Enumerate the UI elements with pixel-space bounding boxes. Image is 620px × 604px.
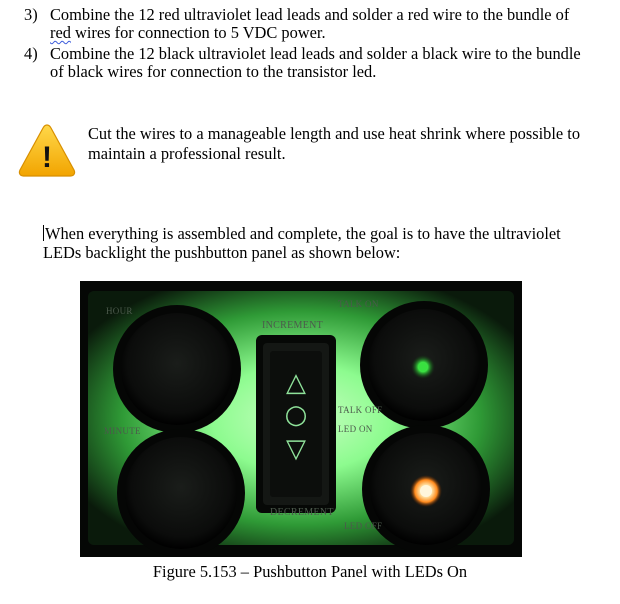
step-text	[50, 45, 620, 81]
intro-paragraph	[43, 224, 613, 262]
figure-caption: Figure 5.153 – Pushbutton Panel with LEDs On	[152, 562, 468, 581]
step-line: Combine the 12 black ultraviolet lead leads and solder a black wire to the bundle	[50, 44, 581, 63]
warning-glyph: !	[42, 141, 52, 174]
label-led-off: LED OFF	[344, 521, 383, 531]
label-decrement: DECREMENT	[270, 507, 334, 518]
warning-line: maintain a professional result.	[88, 144, 286, 163]
paragraph-line	[43, 224, 613, 243]
label-hour: HOUR	[106, 306, 133, 316]
step-line: of black wires for connection to the transistor led.	[50, 62, 377, 81]
step-number: 4)	[24, 44, 38, 63]
warning-triangle-icon	[17, 122, 77, 178]
step-line	[50, 24, 620, 42]
hour-button	[121, 313, 233, 425]
step-number: 3)	[24, 5, 38, 24]
label-led-on: LED ON	[338, 424, 373, 434]
label-talk-off: TALK OFF	[338, 405, 383, 415]
warning-text	[88, 124, 618, 164]
step-line: Combine the 12 red ultraviolet lead leads and solder a red wire to the bundle of	[50, 5, 570, 24]
paragraph-line: LEDs backlight the pushbutton panel as shown below:	[43, 243, 401, 262]
spellcheck-word: red	[50, 23, 71, 42]
warning-line: Cut the wires to a manageable length and use heat shrink where possible to	[88, 124, 581, 143]
panel-photo	[80, 281, 522, 557]
text-cursor	[43, 225, 44, 241]
rocker-up-symbol: △	[286, 368, 306, 398]
rocker-middle-symbol: ○	[284, 400, 308, 430]
step-text	[50, 6, 620, 42]
step-line-rest: wires for connection to 5 VDC power.	[70, 23, 326, 42]
paragraph-line-text: When everything is assembled and complete, the goal is to have the ultraviolet	[45, 224, 561, 243]
label-increment: INCREMENT	[262, 320, 324, 331]
rocker-down-symbol: ▽	[286, 434, 306, 464]
label-talk-on: TALK ON	[338, 299, 379, 309]
minute-button	[125, 437, 237, 549]
label-minute: MINUTE	[104, 426, 141, 436]
